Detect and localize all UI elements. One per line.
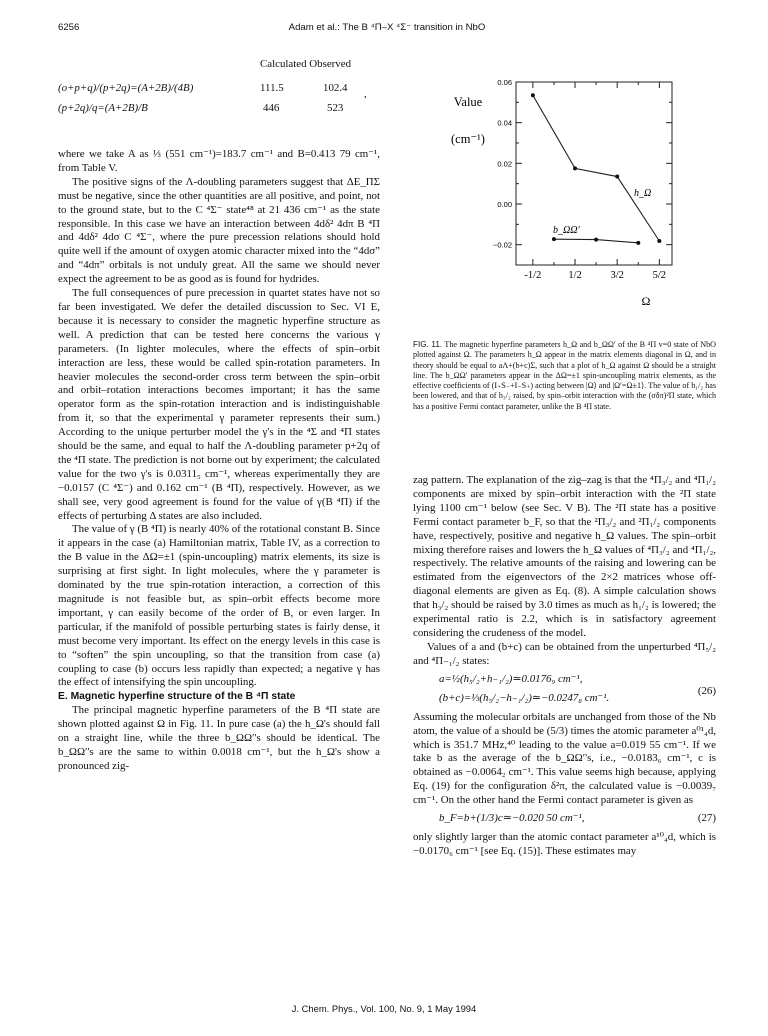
data-point-h-omega <box>531 93 535 97</box>
paragraph: The full consequences of pure precession in quartet states have not so far been investigated. We defer the detailed discussion to Sec. VI E, because it is necessary to consider the magnetic hyperfine structure as well. A prediction that can be tested here concerns the various γ parameters. (In lighter molecules, where the effects of spin–orbit interaction are less, these would be called spin-rotation parameters. In heavier molecules the second-order cross term between the spin–orbit and orbit–rotation interactions becomes important; it has the same operator form as the spin-rotation interaction and is indistinguishable from it, so that the experimental γ parameter represents their sum.) According to the unique perturber model the γ's in the ⁴Σ and ⁴Π states should be the same, and equal to half the Λ-doubling parameter p+2q of the ⁴Π state. The prediction is not borne out by experiment; the calculated value for the two γ's is 0.0311₅ cm⁻¹, whereas experimentally they are −0.0157 (C ⁴Σ⁻) and 0.162 cm⁻¹ (B ⁴Π), respectively. However, as we shall see, very good agreement is found for the value of γ(B ⁴Π) if the effects of perturbing Δ states are also included. <box>58 287 380 522</box>
series-line-h-omega <box>533 95 659 241</box>
section-heading: E. Magnetic hyperfine structure of the B ⁴Π state <box>58 691 296 703</box>
y-tick-label: 0.04 <box>497 118 512 128</box>
plot-frame <box>516 82 672 265</box>
equation-26b-body: (b+c)=⅓(h₅/₂−h₋₁/₂)≃−0.0247₈ cm⁻¹. <box>439 691 610 704</box>
y-tick-label: 0.02 <box>497 159 512 169</box>
data-point-h-omega <box>657 239 661 243</box>
calc-row-2-expr: (p+2q)/q=(A+2B)/B <box>58 102 148 114</box>
paragraph: The positive signs of the Λ-doubling parameters suggest that ΔE_ΠΣ must be negative, since the other quantities are all positive, and point, not to the ground state, but to the C ⁴Σ⁻ state⁴⁸ at 21 436 cm⁻¹ as the state responsible. In this case we have an interaction between 4dδ² 4dπ B ⁴Π and 4dδ² 4dσ C ⁴Σ⁻, where the pure precession relations should hold quite well if the amount of oxygen atomic character mixed into the “4dσ” and “4dπ” orbitals is not unduly great. All the same we should never expect the agreement to be as good as is found for hydrides. <box>58 175 380 286</box>
equation-27 <box>413 812 716 827</box>
calc-row-1-calculated: 111.5 <box>260 82 284 94</box>
series-layer <box>531 93 661 245</box>
y-axis-label-line2: (cm⁻¹) <box>451 132 485 146</box>
paragraph: where we take A as ⅓ (551 cm⁻¹)=183.7 cm⁻¹ and B=0.413 79 cm⁻¹, from Table V. <box>58 148 380 174</box>
equation-27-number: (27) <box>697 812 716 825</box>
data-point-b-omega <box>636 241 640 245</box>
fig11-chart <box>413 80 716 330</box>
data-point-b-omega <box>594 238 598 242</box>
y-tick-label: 0.06 <box>497 80 512 87</box>
running-title: Adam et al.: The B ⁴Π–X ⁴Σ⁻ transition in NbO <box>288 22 486 33</box>
data-point-h-omega <box>573 166 577 170</box>
figure-11 <box>413 80 716 330</box>
b-omega-label: b_ΩΩ′ <box>553 225 580 236</box>
calc-row-2-observed: 523 <box>327 102 344 114</box>
x-axis-label: Ω <box>641 294 651 308</box>
paragraph: zag pattern. The explanation of the zig–zag is that the ⁴Π₃/₂ and ⁴Π₁/₂ components are mixed by spin–orbit interaction with the ²Π state lying 1100 cm⁻¹ below (see Sec. V B). The ²Π state has a positive Fermi contact parameter b_F, so that the ²Π₃/₂ and ²Π₁/₂ components have, respectively, positive and negative h_Ω values. The spin–orbit mixing therefore raises and lowers the h_Ω values of ⁴Π₃/₂ and ⁴Π₁/₂, respectively. The relative amounts of the raising and lowering can be estimated from the eigenvectors of the 2×2 matrices whose off-diagonal elements are given as Eq. (8). A simple calculation shows that h₃/₂ should be raised by 3.0 times as much as h₁/₂ is lowered; the experimental ratio is 2.2, which is in satisfactory agreement considering the crudeness of the model. <box>413 474 716 639</box>
equation-27-body: b_F=b+(1/3)c≃−0.020 50 cm⁻¹, <box>439 812 585 825</box>
equation-26a-body: a=½(h₅/₂+h₋₁/₂)≃0.0176₉ cm⁻¹, <box>439 672 583 685</box>
calc-observed-table <box>58 50 380 148</box>
x-axis <box>524 82 666 281</box>
calc-table-header: Calculated Observed <box>260 58 352 70</box>
right-column <box>413 474 716 859</box>
y-tick-label: 0.00 <box>497 200 512 209</box>
paragraph: The principal magnetic hyperfine parameters of the B ⁴Π state are shown plotted against Ω in Fig. 11. In pure case (a) the h_Ω's should fall on a straight line, while the three b_ΩΩ′'s should be identical. The b_ΩΩ′'s are the same to within 0.0018 cm⁻¹, but the h_Ω's show a pronounced zig- <box>58 704 380 772</box>
h-omega-label: h_Ω <box>634 188 652 199</box>
paragraph: only slightly larger than the atomic contact parameter a¹⁰₄d, which is −0.0170₆ cm⁻¹ [see Eq. (15)]. These estimates may <box>413 831 716 857</box>
equation-26b <box>413 684 716 707</box>
y-axis <box>493 80 672 265</box>
caption-label: FIG. 11. <box>413 340 443 349</box>
calc-row-1-expr: (o+p+q)/(p+2q)=(A+2B)/(4B) <box>58 82 194 94</box>
calc-row-2-calculated: 446 <box>263 102 280 114</box>
x-tick-label: 1/2 <box>568 270 582 281</box>
paragraph: Values of a and (b+c) can be obtained from the unperturbed ⁴Π₅/₂ and ⁴Π₋₁/₂ states: <box>413 640 716 667</box>
x-tick-label: 3/2 <box>610 270 624 281</box>
page-footer: J. Chem. Phys., Vol. 100, No. 9, 1 May 1994 <box>291 1003 477 1014</box>
paragraph: Assuming the molecular orbitals are unchanged from those of the Nb atom, the value of a should be (5/3) times the atomic parameter a⁰¹₄d, which is 351.7 MHz,⁴⁰ leading to the value a=0.019 55 cm⁻¹. If we take b as the average of the b_ΩΩ′'s, i.e., −0.0183₆ cm⁻¹, c is obtained as −0.0064₂ cm⁻¹. This value seems high because, applying Eq. (19) for the configuration δ²π, the calculated value is −0.0039₇ cm⁻¹. On the other hand the Fermi contact parameter is given as <box>413 710 716 807</box>
left-column <box>58 50 380 774</box>
figure-caption <box>413 340 716 412</box>
data-point-b-omega <box>552 237 556 241</box>
calc-row-1-observed: 102.4 <box>323 82 348 94</box>
caption-text: The magnetic hyperfine parameters h_Ω and b_ΩΩ′ of the B ⁴Π v=0 state of NbO plotted against Ω. The parameters h_Ω appear in the matrix elements diagonal in Ω, and in theory should be equal to aΛ+(b+c)Σ, such that a plot of h_Ω against Ω should be a straight line. The b_ΩΩ′ parameters appear in the ΔΩ=±1 spin-uncoupling matrix elements, as the effective coefficients of (I₊S₋+I₋S₊) acting between |Ω⟩ and |Ω′=Ω±1⟩. The value of h₁/₂ has been lowered, and that of h₃/₂ raised, by spin–orbit interaction with the (σδπ)²Π state, which has a positive Fermi contact parameter, unlike the B ⁴Π state. <box>413 340 716 411</box>
equation-26a <box>413 673 716 688</box>
data-point-h-omega <box>615 175 619 179</box>
page-number: 6256 <box>58 22 80 33</box>
x-tick-label: 5/2 <box>652 270 667 281</box>
paragraph: The value of γ (B ⁴Π) is nearly 40% of the rotational constant B. Since it appears in the case (a) Hamiltonian matrix, Table IV, as a correction to the B value in the ΔΩ=±1 (spin-uncoupling) matrix elements, its size is surprising at first sight. In light molecules, where the γ parameter is dominated by the true spin-rotation interaction, a correction of this magnitude is not feasible but, as spin–orbit effects become more important, γ can easily become of the order of B, or even larger. In particular, if the manifold of possible perturbing states is fairly dense, it must become very important. Its effect on the energy levels in this case is to “soften” the spin uncoupling, so that the transition from case (a) coupling to case (b) occurs less rapidly than expected; a negative γ has the effect of intensifying the spin uncoupling. <box>58 523 380 689</box>
y-axis-label-line1: Value <box>453 95 483 109</box>
y-tick-label: −0.02 <box>493 240 512 250</box>
x-tick-label: -1/2 <box>524 270 542 281</box>
calc-row-1-trail: , <box>364 88 367 100</box>
equation-26-number: (26) <box>697 684 716 697</box>
